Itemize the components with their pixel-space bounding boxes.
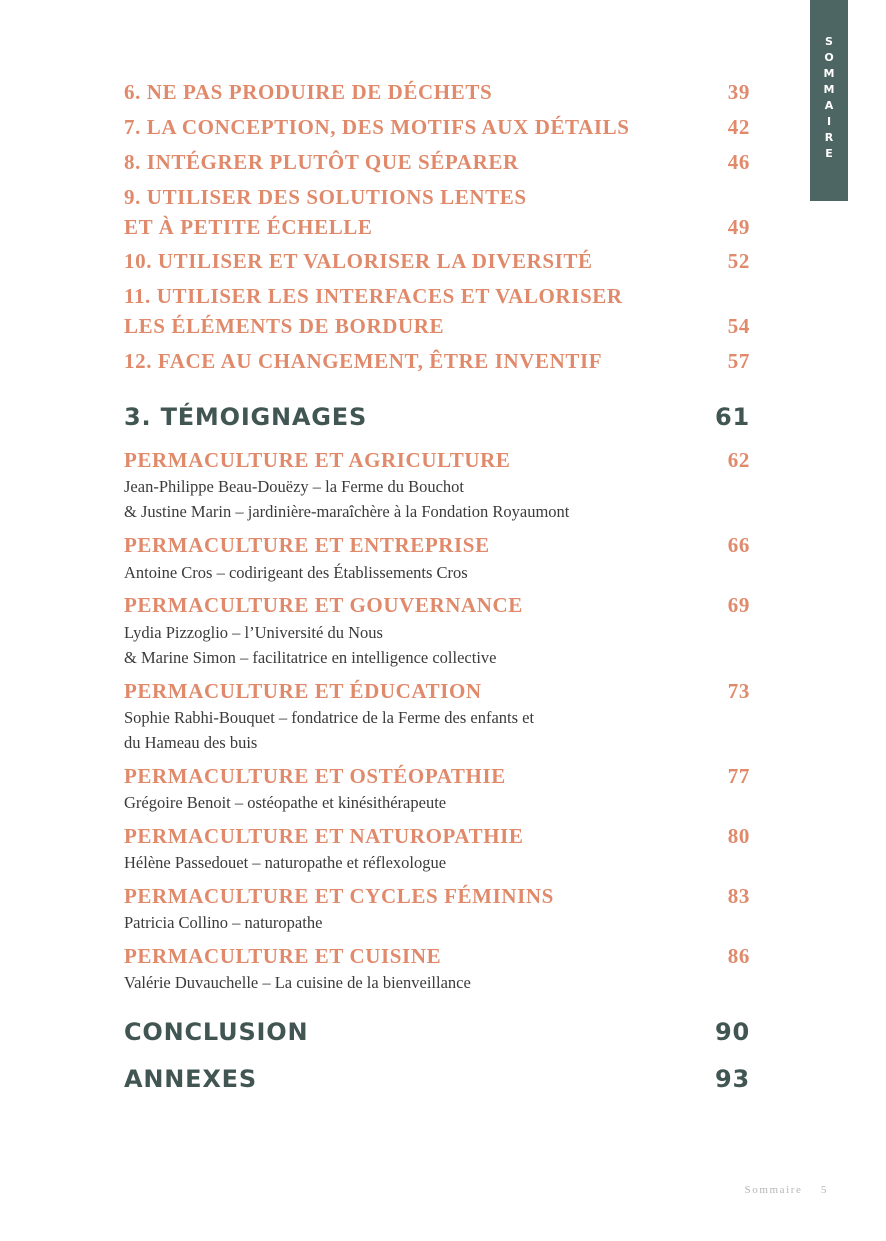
side-tab-letter: A [824,99,834,112]
toc-entry-title: PERMACULTURE ET GOUVERNANCE [124,593,523,617]
side-tab-letter: O [824,51,834,64]
toc-entry-agriculture[interactable] [124,445,750,475]
side-tab-letter: M [823,83,835,96]
side-tab-letter: I [826,115,832,128]
toc-entry-page: 39 [727,80,750,104]
toc-entry-authors [124,790,724,815]
toc-entry-page: 73 [727,679,750,703]
toc-entry-authors [124,970,724,995]
toc-entry-title-line2: ET À PETITE ÉCHELLE [124,215,373,239]
toc-entry-entreprise[interactable] [124,530,750,560]
toc-entry-principle-9[interactable] [124,182,750,242]
toc-entry-authors [124,910,724,935]
toc-entry-title: 11. UTILISER LES INTERFACES ET VALORISER [124,284,623,308]
toc-entry-principle-11[interactable] [124,281,750,341]
toc-entry-authors [124,850,724,875]
toc-entry-page: 52 [727,249,750,273]
toc-section-temoignages[interactable] [124,400,750,434]
toc-entry-authors [124,474,724,524]
toc-entry-page: 42 [727,115,750,139]
toc-entry-cuisine[interactable] [124,941,750,971]
toc-entry-page: 86 [727,944,750,968]
section-page: 61 [715,403,750,431]
section-page: 90 [715,1018,750,1046]
author-line: Antoine Cros – codirigeant des Établissements Cros [124,563,468,582]
author-line: Jean-Philippe Beau-Douëzy – la Ferme du Bouchot [124,477,464,496]
page-footer [745,1184,828,1196]
side-tab-label [810,34,848,162]
toc-entry-title: PERMACULTURE ET CUISINE [124,944,442,968]
toc-entry-page: 66 [727,533,750,557]
toc-entry-principle-10[interactable] [124,246,750,276]
toc-entry-title-line2: LES ÉLÉMENTS DE BORDURE [124,314,445,338]
author-line: Grégoire Benoit – ostéopathe et kinésithérapeute [124,793,447,812]
author-line: Patricia Collino – naturopathe [124,913,323,932]
toc-entry-title: PERMACULTURE ET CYCLES FÉMININS [124,884,554,908]
author-line: Hélène Passedouet – naturopathe et réflexologue [124,853,447,872]
author-line: & Marine Simon – facilitatrice en intelligence collective [124,648,497,667]
toc-entry-title: PERMACULTURE ET NATUROPATHIE [124,824,524,848]
footer-page-number: 5 [820,1184,828,1196]
toc-entry-gouvernance[interactable] [124,590,750,620]
toc-entry-page: 46 [727,150,750,174]
toc-entry-education[interactable] [124,676,750,706]
section-title: ANNEXES [124,1065,257,1093]
toc-entry-title: 10. UTILISER ET VALORISER LA DIVERSITÉ [124,249,593,273]
toc-entry-cycles-feminins[interactable] [124,881,750,911]
side-tab-letter: E [825,147,833,160]
side-tab-letter: S [825,35,833,48]
toc-entry-principle-7[interactable] [124,112,750,142]
section-title: 3. TÉMOIGNAGES [124,403,368,431]
author-line: Valérie Duvauchelle – La cuisine de la bienveillance [124,973,471,992]
toc-entry-naturopathie[interactable] [124,821,750,851]
side-tab-letter: R [824,131,834,144]
toc-entry-page: 77 [727,764,750,788]
toc-entry-principle-8[interactable] [124,147,750,177]
toc-entry-page: 49 [727,215,750,239]
section-title: CONCLUSION [124,1018,309,1046]
toc-entry-authors [124,620,724,670]
author-line: & Justine Marin – jardinière-maraîchère à la Fondation Royaumont [124,502,570,521]
toc-entry-page: 80 [727,824,750,848]
toc-entry-principle-12[interactable] [124,346,750,376]
toc-section-annexes[interactable] [124,1062,750,1096]
toc-entry-title: 9. UTILISER DES SOLUTIONS LENTES [124,185,527,209]
toc-entry-authors [124,705,724,755]
footer-label: Sommaire [744,1184,803,1196]
toc-entry-page: 69 [727,593,750,617]
author-line: du Hameau des buis [124,733,258,752]
sommaire-side-tab [810,0,848,201]
toc-entry-page: 54 [727,314,750,338]
toc-entry-title: PERMACULTURE ET ÉDUCATION [124,679,482,703]
toc-entry-title: 12. FACE AU CHANGEMENT, ÊTRE INVENTIF [124,349,603,373]
toc-entry-title: 7. LA CONCEPTION, DES MOTIFS AUX DÉTAILS [124,115,630,139]
toc-entry-osteopathie[interactable] [124,761,750,791]
toc-entry-principle-6[interactable] [124,77,750,107]
author-line: Sophie Rabhi-Bouquet – fondatrice de la Ferme des enfants et [124,708,535,727]
toc-entry-title: PERMACULTURE ET OSTÉOPATHIE [124,764,506,788]
toc-entry-page: 57 [727,349,750,373]
toc-entry-page: 83 [727,884,750,908]
section-page: 93 [715,1065,750,1093]
toc-entry-authors [124,560,724,585]
toc-entry-title: PERMACULTURE ET ENTREPRISE [124,533,490,557]
toc-entry-title: PERMACULTURE ET AGRICULTURE [124,448,511,472]
toc-section-conclusion[interactable] [124,1015,750,1049]
author-line: Lydia Pizzoglio – l’Université du Nous [124,623,383,642]
toc-entry-title: 8. INTÉGRER PLUTÔT QUE SÉPARER [124,150,519,174]
side-tab-letter: M [823,67,835,80]
toc-entry-title: 6. NE PAS PRODUIRE DE DÉCHETS [124,80,493,104]
toc-entry-page: 62 [727,448,750,472]
